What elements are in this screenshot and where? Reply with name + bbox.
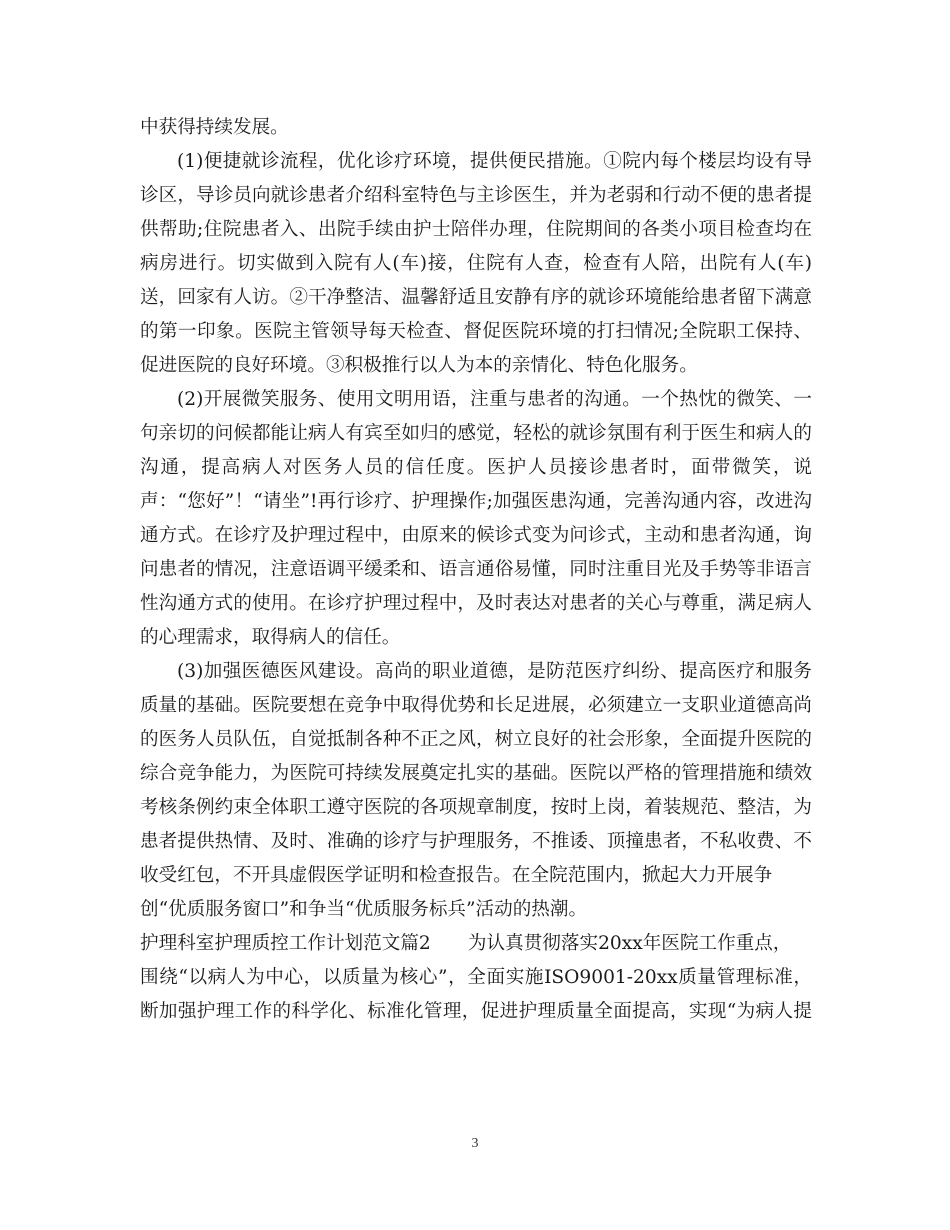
text-line: 的心理需求，取得病人的信任。 (140, 627, 401, 648)
text-line: 护理科室护理质控工作计划范文篇2 为认真贯彻落实20xx年医院工作重点， (140, 933, 792, 954)
document-body (140, 111, 812, 1029)
text-line: 送，回家有人访。②干净整洁、温馨舒适且安静有序的就诊环境能给患者留下满意 (140, 287, 812, 308)
text-line: 患者提供热情、及时、准确的诊疗与护理服务，不推诿、顶撞患者，不私收费、不 (140, 831, 812, 852)
text-line: (1)便捷就诊流程，优化诊疗环境，提供便民措施。①院内每个楼层均设有导 (177, 151, 812, 172)
text-line: 病房进行。切实做到入院有人(车)接，住院有人查，检查有人陪，出院有人(车) (140, 253, 812, 274)
text-line: 促进医院的良好环境。③积极推行以人为本的亲情化、特色化服务。 (140, 355, 698, 376)
text-line: (3)加强医德医风建设。高尚的职业道德，是防范医疗纠纷、提高医疗和服务 (177, 661, 812, 682)
text-line: 中获得持续发展。 (140, 117, 289, 138)
text-line: 句亲切的问候都能让病人有宾至如归的感觉，轻松的就诊氛围有利于医生和病人的 (140, 423, 812, 444)
text-line: 的医务人员队伍，自觉抵制各种不正之风，树立良好的社会形象，全面提升医院的 (140, 729, 812, 750)
text-line: 考核条例约束全体职工遵守医院的各项规章制度，按时上岗，着装规范、整洁，为 (140, 797, 812, 818)
text-line: 围绕“以病人为中心，以质量为核心”，全面实施ISO9001-20xx质量管理标准， (140, 967, 812, 988)
text-line: 的第一印象。医院主管领导每天检查、督促医院环境的打扫情况;全院职工保持、 (140, 321, 812, 342)
text-line: 通方式。在诊疗及护理过程中，由原来的候诊式变为问诊式，主动和患者沟通，询 (140, 525, 812, 546)
text-line: 问患者的情况，注意语调平缓柔和、语言通俗易懂，同时注重目光及手势等非语言 (140, 559, 812, 580)
text-line: 声：“您好”！“请坐”!再行诊疗、护理操作;加强医患沟通，完善沟通内容，改进沟 (140, 491, 812, 512)
text-line: 综合竞争能力，为医院可持续发展奠定扎实的基础。医院以严格的管理措施和绩效 (140, 763, 812, 784)
text-line: 质量的基础。医院要想在竞争中取得优势和长足进展，必须建立一支职业道德高尚 (140, 695, 812, 716)
text-line: 供帮助;住院患者入、出院手续由护士陪伴办理，住院期间的各类小项目检查均在 (140, 219, 812, 240)
text-line: 性沟通方式的使用。在诊疗护理过程中，及时表达对患者的关心与尊重，满足病人 (140, 593, 812, 614)
text-line: 断加强护理工作的科学化、标准化管理，促进护理质量全面提高，实现“为病人提 (140, 1001, 812, 1022)
page-number: 3 (471, 1136, 479, 1151)
text-line: 诊区，导诊员向就诊患者介绍科室特色与主诊医生，并为老弱和行动不便的患者提 (140, 185, 812, 206)
text-line: 收受红包，不开具虚假医学证明和检查报告。在全院范围内，掀起大力开展争 (140, 865, 773, 886)
text-line: 沟通，提高病人对医务人员的信任度。医护人员接诊患者时，面带微笑，说 (140, 457, 812, 478)
text-line: 创“优质服务窗口”和争当“优质服务标兵”活动的热潮。 (140, 899, 588, 920)
text-line: (2)开展微笑服务、使用文明用语，注重与患者的沟通。一个热忱的微笑、一 (177, 389, 812, 410)
